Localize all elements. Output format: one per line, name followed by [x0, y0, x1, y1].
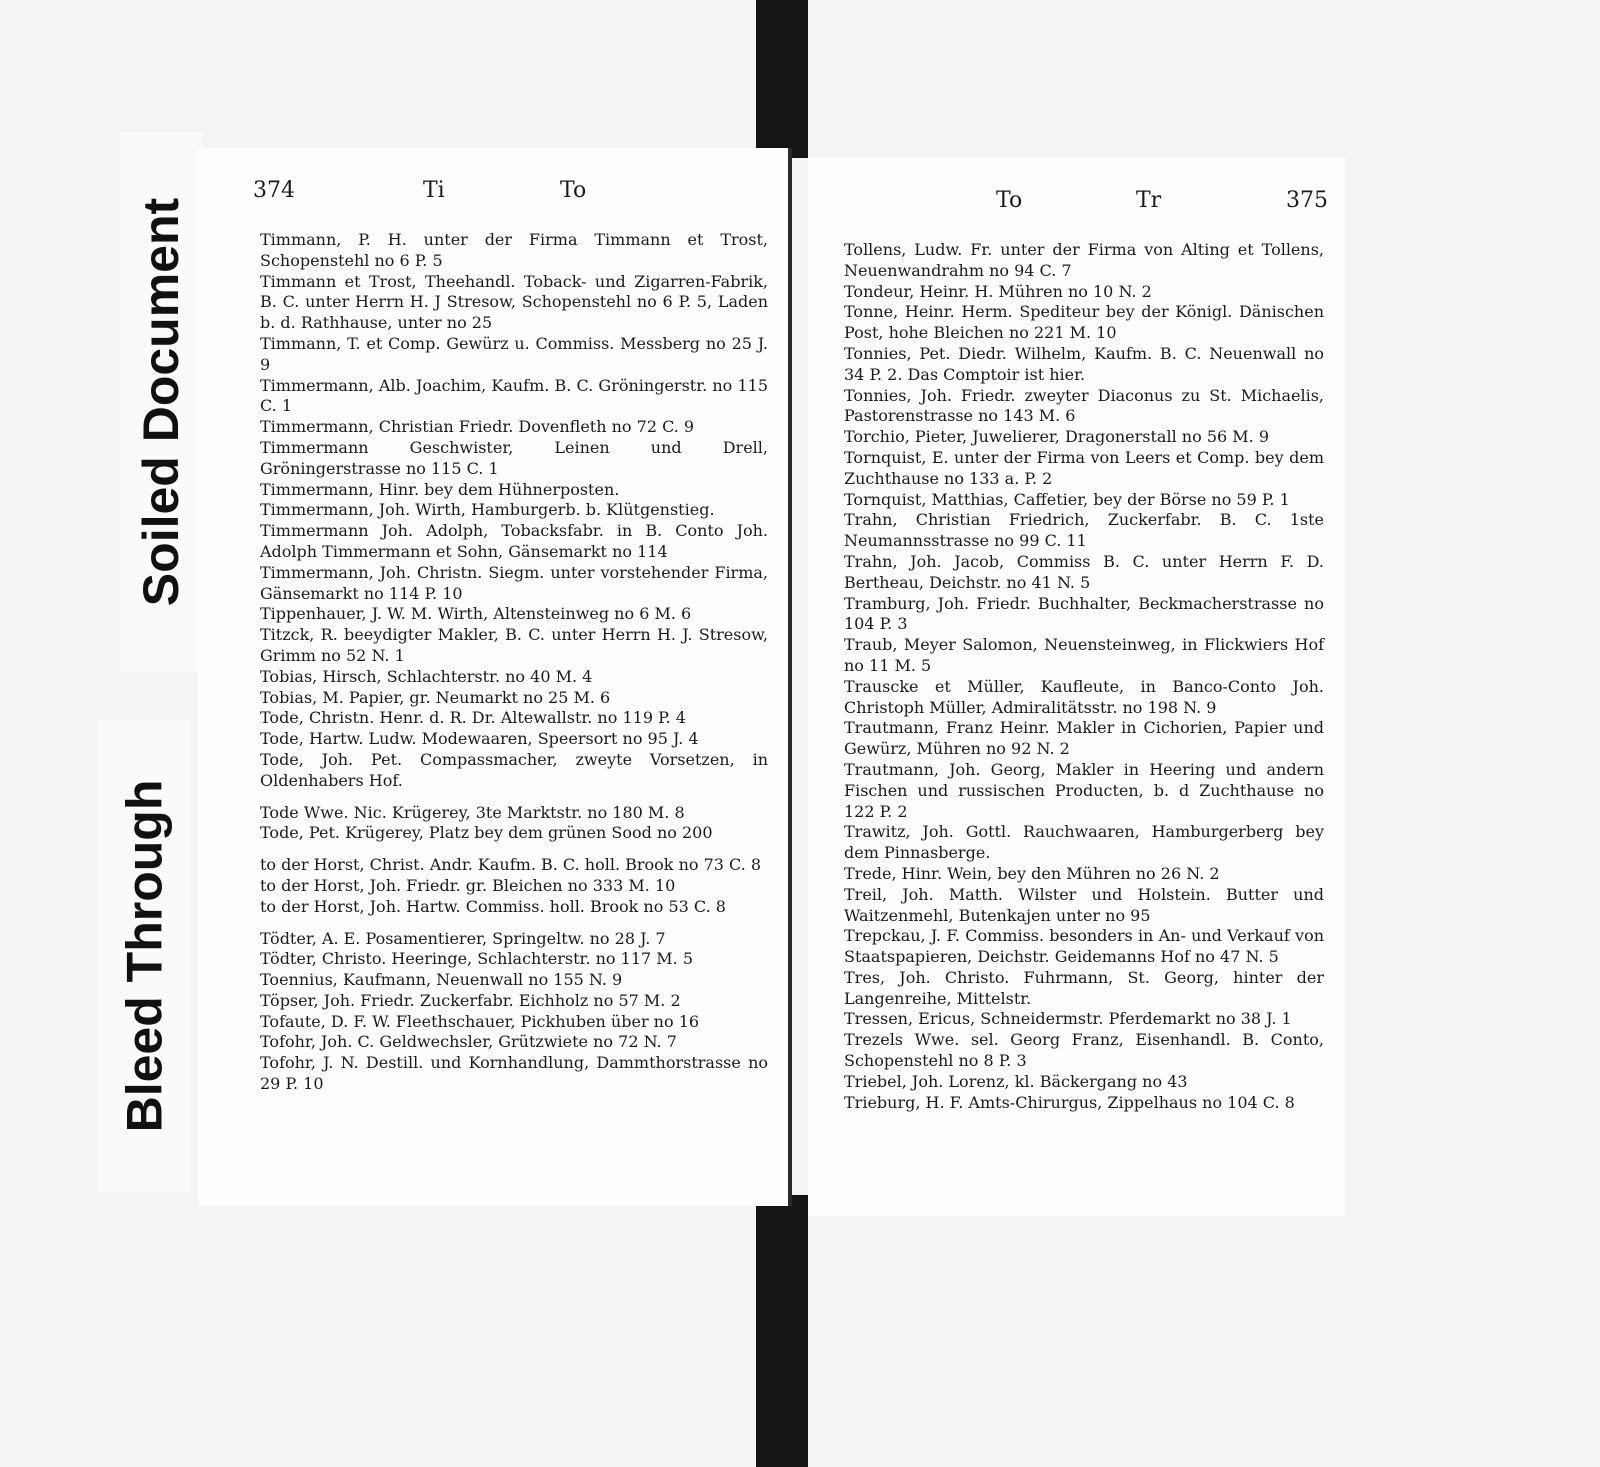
directory-entry: Tonnies, Joh. Friedr. zweyter Diaconus zu St. Michaelis, Pastorenstrasse no 143 M. 6	[844, 385, 1324, 426]
directory-entry: Tippenhauer, J. W. M. Wirth, Altensteinweg no 6 M. 6	[260, 604, 692, 624]
directory-entry: Trezels Wwe. sel. Georg Franz, Eisenhandl. B. Conto, Schopenstehl no 8 P. 3	[844, 1030, 1324, 1071]
header-letters-left: Ti	[423, 178, 445, 203]
directory-entries	[260, 230, 768, 1095]
directory-entry: Tödter, Christo. Heeringe, Schlachterstr. no 117 M. 5	[260, 949, 693, 969]
directory-entry: Tonne, Heinr. Herm. Spediteur bey der Königl. Dänischen Post, hohe Bleichen no 221 M. 10	[844, 302, 1324, 343]
directory-entry: Timmermann, Joh. Wirth, Hamburgerb. b. Klütgenstieg.	[260, 500, 715, 520]
directory-entry: Tofohr, Joh. C. Geldwechsler, Grützwiete no 72 N. 7	[260, 1032, 677, 1052]
header-letters-right: Tr	[1136, 188, 1162, 213]
directory-entry: Toennius, Kaufmann, Neuenwall no 155 N. 9	[260, 970, 623, 990]
directory-entry: Tofohr, J. N. Destill. und Kornhandlung, Dammthorstrasse no 29 P. 10	[260, 1053, 768, 1094]
directory-entry: Treil, Joh. Matth. Wilster und Holstein. Butter und Waitzenmehl, Butenkajen unter no 95	[844, 884, 1324, 925]
directory-entry: Timmermann Geschwister, Leinen und Drell, Gröningerstrasse no 115 C. 1	[260, 437, 768, 478]
directory-entry: to der Horst, Christ. Andr. Kaufm. B. C. holl. Brook no 73 C. 8	[260, 855, 762, 875]
directory-entry: Tobias, M. Papier, gr. Neumarkt no 25 M. 6	[260, 687, 611, 707]
directory-entry: Tornquist, E. unter der Firma von Leers et Comp. bey dem Zuchthause no 133 a. P. 2	[844, 447, 1324, 488]
directory-entry: Tressen, Ericus, Schneidermstr. Pferdemarkt no 38 J. 1	[844, 1009, 1292, 1029]
directory-entry: Tondeur, Heinr. H. Mühren no 10 N. 2	[844, 281, 1152, 301]
directory-entry: Timmermann, Alb. Joachim, Kaufm. B. C. Gröningerstr. no 115 C. 1	[260, 375, 768, 416]
page-number: 374	[253, 178, 295, 203]
bleed-through-label: Bleed Through	[116, 779, 173, 1133]
directory-entry: Tode Wwe. Nic. Krügerey, 3te Marktstr. no 180 M. 8	[260, 802, 685, 822]
directory-entry: Tobias, Hirsch, Schlachterstr. no 40 M. 4	[260, 666, 593, 686]
directory-entry: Trauscke et Müller, Kaufleute, in Banco-Conto Joh. Christoph Müller, Admiralitätsstr. no 198 N. 9	[844, 676, 1324, 717]
page-number: 375	[1286, 188, 1328, 213]
directory-entry: Trahn, Christian Friedrich, Zuckerfabr. B. C. 1ste Neumannsstrasse no 99 C. 11	[844, 510, 1324, 551]
directory-entry: Tollens, Ludw. Fr. unter der Firma von Alting et Tollens, Neuenwandrahm no 94 C. 7	[844, 240, 1324, 280]
directory-entry: Traub, Meyer Salomon, Neuensteinweg, in Flickwiers Hof no 11 M. 5	[844, 635, 1324, 675]
directory-entry: to der Horst, Joh. Hartw. Commiss. holl. Brook no 53 C. 8	[260, 896, 726, 916]
directory-entry: Trawitz, Joh. Gottl. Rauchwaaren, Hamburgerberg bey dem Pinnasberge.	[844, 822, 1324, 863]
directory-entry: Timmermann, Christian Friedr. Dovenfleth no 72 C. 9	[260, 417, 695, 437]
directory-entry: Titzck, R. beeydigter Makler, B. C. unter Herrn H. J. Stresow, Grimm no 52 N. 1	[260, 625, 768, 665]
directory-entry: Trautmann, Joh. Georg, Makler in Heering und andern Fischen und russischen Producten, b. d Zuchthause no 122 P. 2	[844, 759, 1324, 821]
directory-entry: Trahn, Joh. Jacob, Commiss B. C. unter Herrn F. D. Bertheau, Deichstr. no 41 N. 5	[844, 551, 1324, 592]
directory-entry: Triebel, Joh. Lorenz, kl. Bäckergang no 43	[844, 1071, 1188, 1091]
book-spine-top	[756, 0, 808, 158]
directory-entry: Tofaute, D. F. W. Fleethschauer, Pickhuben über no 16	[260, 1011, 700, 1031]
directory-entry: Timmann et Trost, Theehandl. Toback- und Zigarren-Fabrik, B. C. unter Herrn H. J Stresow, Schopenstehl no 6 P. 5, Laden b. d. Rathhause, unter no 25	[260, 271, 768, 333]
directory-entry: Tode, Pet. Krügerey, Platz bey dem grünen Sood no 200	[260, 823, 713, 843]
directory-entry: Tode, Hartw. Ludw. Modewaaren, Speersort no 95 J. 4	[260, 729, 699, 749]
left-page	[198, 148, 792, 1206]
directory-entry: to der Horst, Joh. Friedr. gr. Bleichen no 333 M. 10	[260, 875, 676, 895]
header-letters-right: To	[560, 178, 587, 203]
soiled-document-label: Soiled Document	[133, 197, 189, 607]
directory-entry: Tramburg, Joh. Friedr. Buchhalter, Beckmacherstrasse no 104 P. 3	[844, 593, 1324, 634]
directory-entry: Tode, Christn. Henr. d. R. Dr. Altewallstr. no 119 P. 4	[260, 708, 686, 728]
directory-entry: Tödter, A. E. Posamentierer, Springeltw. no 28 J. 7	[260, 928, 666, 948]
bleed-through-stamp	[98, 720, 190, 1192]
header-letters-left: To	[996, 188, 1023, 213]
directory-entry: Trede, Hinr. Wein, bey den Mühren no 26 N. 2	[844, 863, 1220, 883]
directory-entry: Tornquist, Matthias, Caffetier, bey der Börse no 59 P. 1	[844, 489, 1290, 509]
directory-entry: Timmermann Joh. Adolph, Tobacksfabr. in B. Conto Joh. Adolph Timmermann et Sohn, Gänsemarkt no 114	[260, 521, 768, 561]
right-page	[808, 158, 1345, 1216]
directory-entry: Timmermann, Hinr. bey dem Hühnerposten.	[260, 479, 620, 499]
directory-entry: Trautmann, Franz Heinr. Makler in Cichorien, Papier und Gewürz, Mühren no 92 N. 2	[844, 718, 1324, 759]
directory-entry: Trieburg, H. F. Amts-Chirurgus, Zippelhaus no 104 C. 8	[844, 1092, 1295, 1112]
directory-entry: Timmann, P. H. unter der Firma Timmann et Trost, Schopenstehl no 6 P. 5	[260, 230, 768, 270]
directory-entry: Töpser, Joh. Friedr. Zuckerfabr. Eichholz no 57 M. 2	[260, 990, 681, 1010]
directory-entries	[844, 240, 1324, 1113]
soiled-document-stamp	[120, 132, 202, 672]
directory-entry: Timmann, T. et Comp. Gewürz u. Commiss. Messberg no 25 J. 9	[260, 333, 768, 374]
directory-entry: Timmermann, Joh. Christn. Siegm. unter vorstehender Firma, Gänsemarkt no 114 P. 10	[260, 562, 768, 603]
directory-entry: Torchio, Pieter, Juwelierer, Dragonerstall no 56 M. 9	[844, 427, 1269, 447]
directory-entry: Tode, Joh. Pet. Compassmacher, zweyte Vorsetzen, in Oldenhabers Hof.	[260, 749, 768, 790]
book-spine-bottom	[756, 1195, 808, 1467]
directory-entry: Tonnies, Pet. Diedr. Wilhelm, Kaufm. B. C. Neuenwall no 34 P. 2. Das Comptoir ist hier.	[844, 343, 1324, 384]
directory-entry: Tres, Joh. Christo. Fuhrmann, St. Georg, hinter der Langenreihe, Mittelstr.	[844, 967, 1324, 1008]
directory-entry: Trepckau, J. F. Commiss. besonders in An- und Verkauf von Staatspapieren, Deichstr. Geidemanns Hof no 47 N. 5	[844, 926, 1324, 967]
